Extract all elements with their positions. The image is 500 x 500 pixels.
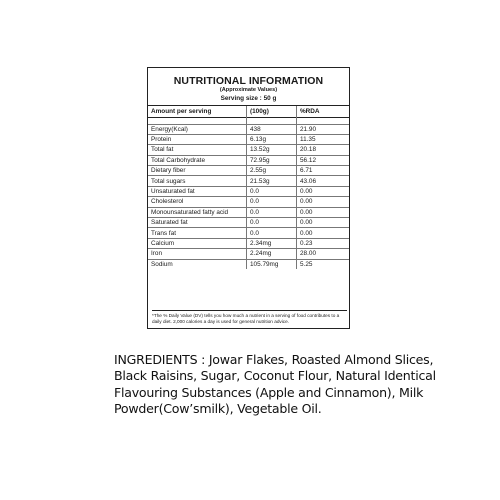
table-row <box>148 186 349 196</box>
amount-per-100g: 0.0 <box>247 186 297 196</box>
nutrient-name: Protein <box>148 134 247 144</box>
rda-percent: 6.71 <box>297 166 350 176</box>
nutrient-name: Energy(Kcal) <box>148 124 247 134</box>
ingredients-text: INGREDIENTS : Jowar Flakes, Roasted Almond Slices, Black Raisins, Sugar, Coconut Flour, Natural Identical Flavouring Substances (Apple and Cinnamon), Milk Powder(Cow’smilk), Vegetable Oil. <box>114 352 436 417</box>
table-row <box>148 176 349 186</box>
serving-size: Serving size : 50 g <box>220 95 277 102</box>
amount-per-100g: 72.95g <box>247 155 297 165</box>
nutrient-name: Total fat <box>148 145 247 155</box>
nutrition-table <box>148 105 349 269</box>
table-row <box>148 207 349 217</box>
amount-per-100g: 0.0 <box>247 207 297 217</box>
label-subtitle: (Approximate Values) <box>219 87 278 93</box>
nutrient-name: Unsaturated fat <box>148 186 247 196</box>
table-row <box>148 145 349 155</box>
amount-per-100g: 21.53g <box>247 176 297 186</box>
rda-percent: 28.00 <box>297 249 350 259</box>
nutrient-name: Monounsaturated fatty acid <box>148 207 247 217</box>
rda-percent: 5.25 <box>297 259 350 269</box>
table-spacer-row <box>148 117 349 124</box>
table-row <box>148 218 349 228</box>
table-row <box>148 259 349 269</box>
table-row <box>148 134 349 144</box>
rda-percent: 0.00 <box>297 228 350 238</box>
amount-per-100g: 2.55g <box>247 166 297 176</box>
rda-percent: 0.00 <box>297 186 350 196</box>
table-row <box>148 124 349 134</box>
table-header-row <box>148 106 349 118</box>
amount-per-100g: 0.0 <box>247 197 297 207</box>
rda-percent: 20.18 <box>297 145 350 155</box>
amount-per-100g: 438 <box>247 124 297 134</box>
nutrient-name: Iron <box>148 249 247 259</box>
rda-percent: 21.90 <box>297 124 350 134</box>
column-header: Amount per serving <box>148 106 247 118</box>
rda-percent: 0.23 <box>297 238 350 248</box>
rda-percent: 0.00 <box>297 218 350 228</box>
column-header: %RDA <box>297 106 350 118</box>
amount-per-100g: 13.52g <box>247 145 297 155</box>
nutrient-name: Total Carbohydrate <box>148 155 247 165</box>
nutrition-rows <box>148 117 349 269</box>
nutrient-name: Saturated fat <box>148 218 247 228</box>
rda-percent: 43.06 <box>297 176 350 186</box>
table-row <box>148 238 349 248</box>
table-row <box>148 228 349 238</box>
nutrient-name: Trans fat <box>148 228 247 238</box>
rda-percent: 0.00 <box>297 207 350 217</box>
nutrient-name: Cholesterol <box>148 197 247 207</box>
nutrient-name: Total sugars <box>148 176 247 186</box>
column-header: (100g) <box>247 106 297 118</box>
nutrition-label <box>147 67 350 329</box>
nutrient-name: Calcium <box>148 238 247 248</box>
amount-per-100g: 105.79mg <box>247 259 297 269</box>
amount-per-100g: 2.24mg <box>247 249 297 259</box>
table-row <box>148 197 349 207</box>
table-row <box>148 166 349 176</box>
table-row <box>148 249 349 259</box>
label-title: NUTRITIONAL INFORMATION <box>173 75 324 87</box>
amount-per-100g: 6.13g <box>247 134 297 144</box>
rda-percent: 11.35 <box>297 134 350 144</box>
nutrient-name: Dietary fiber <box>148 166 247 176</box>
nutrient-name: Sodium <box>148 259 247 269</box>
rda-percent: 56.12 <box>297 155 350 165</box>
rda-percent: 0.00 <box>297 197 350 207</box>
table-row <box>148 155 349 165</box>
amount-per-100g: 0.0 <box>247 228 297 238</box>
amount-per-100g: 2.34mg <box>247 238 297 248</box>
amount-per-100g: 0.0 <box>247 218 297 228</box>
footnote: *The % Daily Value (DV) tells you how much a nutrient in a serving of food contributes to a daily diet. 2,000 calories a day is used for general nutrition advice. <box>152 310 347 325</box>
